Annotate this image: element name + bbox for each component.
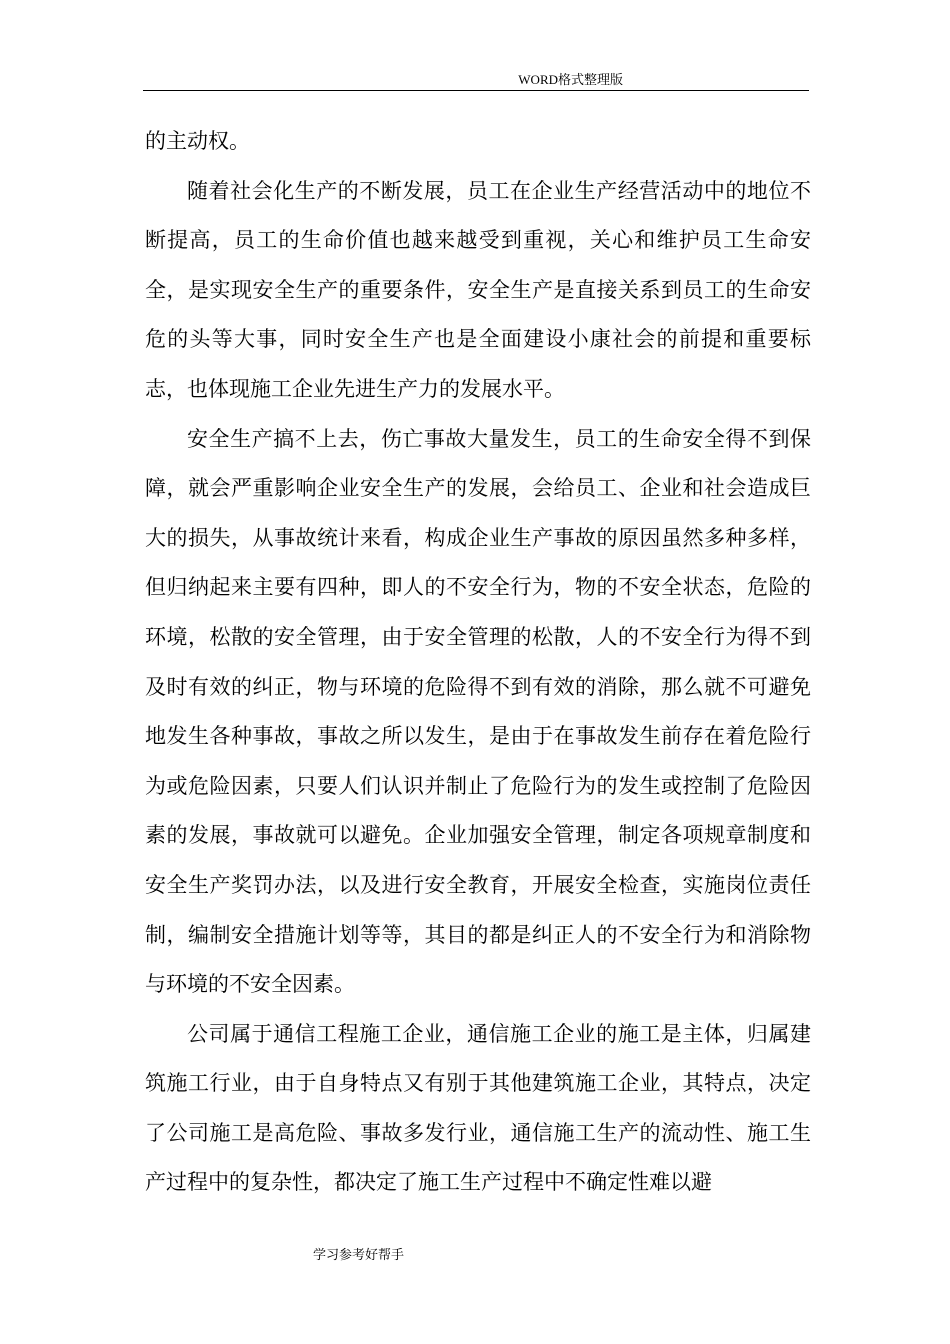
header-title: WORD格式整理版 [518, 72, 623, 87]
paragraph-4: 公司属于通信工程施工企业，通信施工企业的施工是主体，归属建筑施工行业，由于自身特点又有别于其他建筑施工企业，其特点，决定了公司施工是高危险、事故多发行业，通信施工生产的流动性、施工生产过程中的复杂性，都决定了施工生产过程中不确定性难以避 [145, 1021, 811, 1195]
document-body [145, 117, 811, 1208]
page-header [143, 70, 809, 91]
paragraph-2: 随着社会化生产的不断发展，员工在企业生产经营活动中的地位不断提高，员工的生命价值也越来越受到重视，关心和维护员工生命安全，是实现安全生产的重要条件，安全生产是直接关系到员工的生命安危的头等大事，同时安全生产也是全面建设小康社会的前提和重要标志，也体现施工企业先进生产力的发展水平。 [145, 178, 811, 401]
page-footer: 学习参考好帮手 [313, 1248, 405, 1263]
paragraph-3: 安全生产搞不上去，伤亡事故大量发生，员工的生命安全得不到保障，就会严重影响企业安全生产的发展，会给员工、企业和社会造成巨大的损失，从事故统计来看，构成企业生产事故的原因虽然多种多样，但归纳起来主要有四种，即人的不安全行为，物的不安全状态，危险的环境，松散的安全管理，由于安全管理的松散，人的不安全行为得不到及时有效的纠正，物与环境的危险得不到有效的消除，那么就不可避免地发生各种事故，事故之所以发生，是由于在事故发生前存在着危险行为或危险因素，只要人们认识并制止了危险行为的发生或控制了危险因素的发展，事故就可以避免。企业加强安全管理，制定各项规章制度和安全生产奖罚办法，以及进行安全教育，开展安全检查，实施岗位责任制，编制安全措施计划等等，其目的都是纠正人的不安全行为和消除物与环境的不安全因素。 [145, 426, 811, 997]
paragraph-1: 的主动权。 [145, 129, 250, 153]
